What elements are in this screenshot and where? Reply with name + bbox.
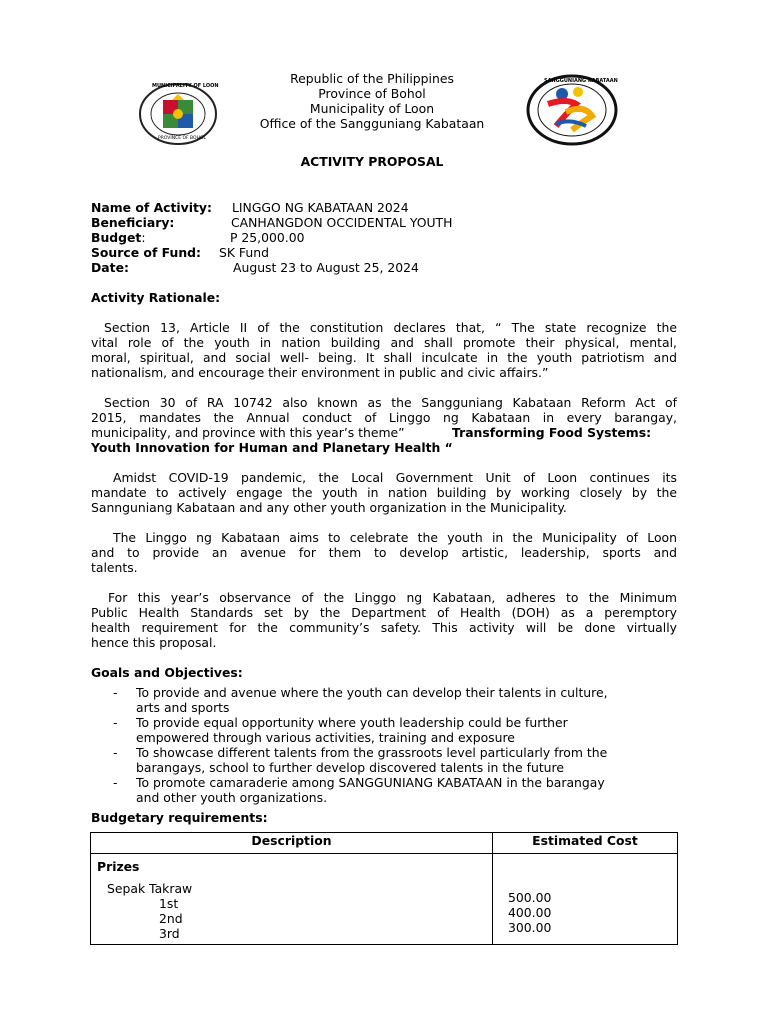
- municipality-seal: [138, 82, 218, 146]
- goal-line: arts and sports: [136, 700, 230, 715]
- cost-value: 300.00: [508, 920, 552, 935]
- info-value: P 25,000.00: [230, 230, 305, 245]
- info-label: Budget: [91, 230, 142, 245]
- seal-subtext: PROVINCE OF BOHOL: [158, 136, 207, 141]
- goal-line: To provide equal opportunity where youth leadership could be further: [136, 715, 568, 730]
- place-label: 2nd: [159, 911, 183, 926]
- rationale-p1-line: nationalism, and encourage their environment in public and civic affairs.”: [91, 365, 549, 380]
- header-block: [222, 71, 522, 131]
- info-beneficiary: [91, 215, 453, 230]
- bullet-marker: -: [113, 775, 118, 790]
- rationale-p3-line: Sannguniang Kabataan and any other youth organization in the Municipality.: [91, 500, 567, 515]
- info-value: SK Fund: [219, 245, 269, 260]
- goal-item: [136, 715, 676, 745]
- cost-value: 500.00: [508, 890, 552, 905]
- rationale-p1-line: vital role of the youth in nation building and shall promote their physical, mental,: [91, 335, 677, 350]
- info-label: Date:: [91, 260, 129, 275]
- goal-item: [136, 745, 676, 775]
- goal-line: To showcase different talents from the grassroots level particularly from the: [136, 745, 608, 760]
- rationale-p2-line: 2015, mandates the Annual conduct of Linggo ng Kabataan in every barangay,: [91, 410, 677, 425]
- rationale-p1-line: Section 13, Article II of the constitution declares that, “ The state recognize the: [104, 320, 677, 335]
- goal-item: [136, 685, 676, 715]
- budget-heading: Budgetary requirements:: [91, 810, 268, 825]
- header-line-2: Province of Bohol: [318, 86, 426, 101]
- place-label: 3rd: [159, 926, 180, 941]
- budget-table: [90, 832, 678, 945]
- info-activity: [91, 200, 409, 215]
- info-label: Name of Activity:: [91, 200, 212, 215]
- rationale-p5-line: health requirement for the community’s safety. This activity will be done virtually: [91, 620, 677, 635]
- rationale-p1-line: moral, spiritual, and social well- being. It shall inculcate in the youth patriotism and: [91, 350, 677, 365]
- info-label: Source of Fund:: [91, 245, 201, 260]
- rationale-p2-line: municipality, and province with this year’s theme”: [91, 425, 405, 440]
- header-line-3: Municipality of Loon: [309, 101, 435, 116]
- bullet-marker: -: [113, 685, 118, 700]
- bullet-marker: -: [113, 745, 118, 760]
- seal-text: MUNICIPALITY OF LOON: [152, 83, 219, 89]
- logo-text: SANGGUNIANG KABATAAN: [544, 78, 618, 84]
- rationale-p4-line: talents.: [91, 560, 138, 575]
- table-row: [91, 854, 678, 945]
- rationale-p5-line: hence this proposal.: [91, 635, 217, 650]
- rationale-p4-line: and to provide an avenue for them to develop artistic, leadership, sports and: [91, 545, 677, 560]
- theme-text: Youth Innovation for Human and Planetary Health “: [91, 440, 453, 455]
- info-value: LINGGO NG KABATAAN 2024: [232, 200, 409, 215]
- table-header-row: [91, 833, 678, 854]
- goal-line: and other youth organizations.: [136, 790, 328, 805]
- col-description: Description: [91, 833, 493, 854]
- cost-value: 400.00: [508, 905, 552, 920]
- info-budget: [91, 230, 305, 245]
- header-line-1: Republic of the Philippines: [290, 71, 454, 86]
- rationale-p2-line: Section 30 of RA 10742 also known as the Sangguniang Kabataan Reform Act of: [104, 395, 677, 410]
- info-value: August 23 to August 25, 2024: [233, 260, 419, 275]
- bullet-marker: -: [113, 715, 118, 730]
- document-title: ACTIVITY PROPOSAL: [300, 154, 444, 169]
- description-cell: [91, 854, 493, 945]
- goal-line: empowered through various activities, training and exposure: [136, 730, 515, 745]
- info-label: Beneficiary:: [91, 215, 175, 230]
- rationale-p3-line: Amidst COVID-19 pandemic, the Local Government Unit of Loon continues its: [113, 470, 677, 485]
- place-label: 1st: [159, 896, 179, 911]
- rationale-p3-line: mandate to actively engage the youth in nation building by working closely by the: [91, 485, 677, 500]
- rationale-p5-line: For this year’s observance of the Linggo ng Kabataan, adheres to the Minimum: [108, 590, 677, 605]
- goal-line: To promote camaraderie among SANGGUNIANG KABATAAN in the barangay: [136, 775, 605, 790]
- info-date: [91, 260, 419, 275]
- col-estimated-cost: Estimated Cost: [493, 833, 678, 854]
- info-suffix: :: [141, 230, 146, 245]
- goal-line: barangays, school to further develop discovered talents in the future: [136, 760, 564, 775]
- goals-heading: Goals and Objectives:: [91, 665, 243, 680]
- rationale-heading: Activity Rationale:: [91, 290, 221, 305]
- info-source: [91, 245, 269, 260]
- goal-line: To provide and avenue where the youth can develop their talents in culture,: [136, 685, 608, 700]
- cost-cell: [493, 854, 678, 945]
- rationale-p5-line: Public Health Standards set by the Department of Health (DOH) as a peremptory: [91, 605, 677, 620]
- header-line-4: Office of the Sangguniang Kabataan: [259, 116, 485, 131]
- goal-item: [136, 775, 676, 805]
- section-label: Prizes: [97, 859, 140, 874]
- theme-text: Transforming Food Systems:: [452, 425, 652, 440]
- info-value: CANHANGDON OCCIDENTAL YOUTH: [231, 215, 453, 230]
- rationale-p4-line: The Linggo ng Kabataan aims to celebrate the youth in the Municipality of Loon: [113, 530, 677, 545]
- event-label: Sepak Takraw: [107, 881, 193, 896]
- sangguniang-kabataan-logo: [526, 74, 618, 146]
